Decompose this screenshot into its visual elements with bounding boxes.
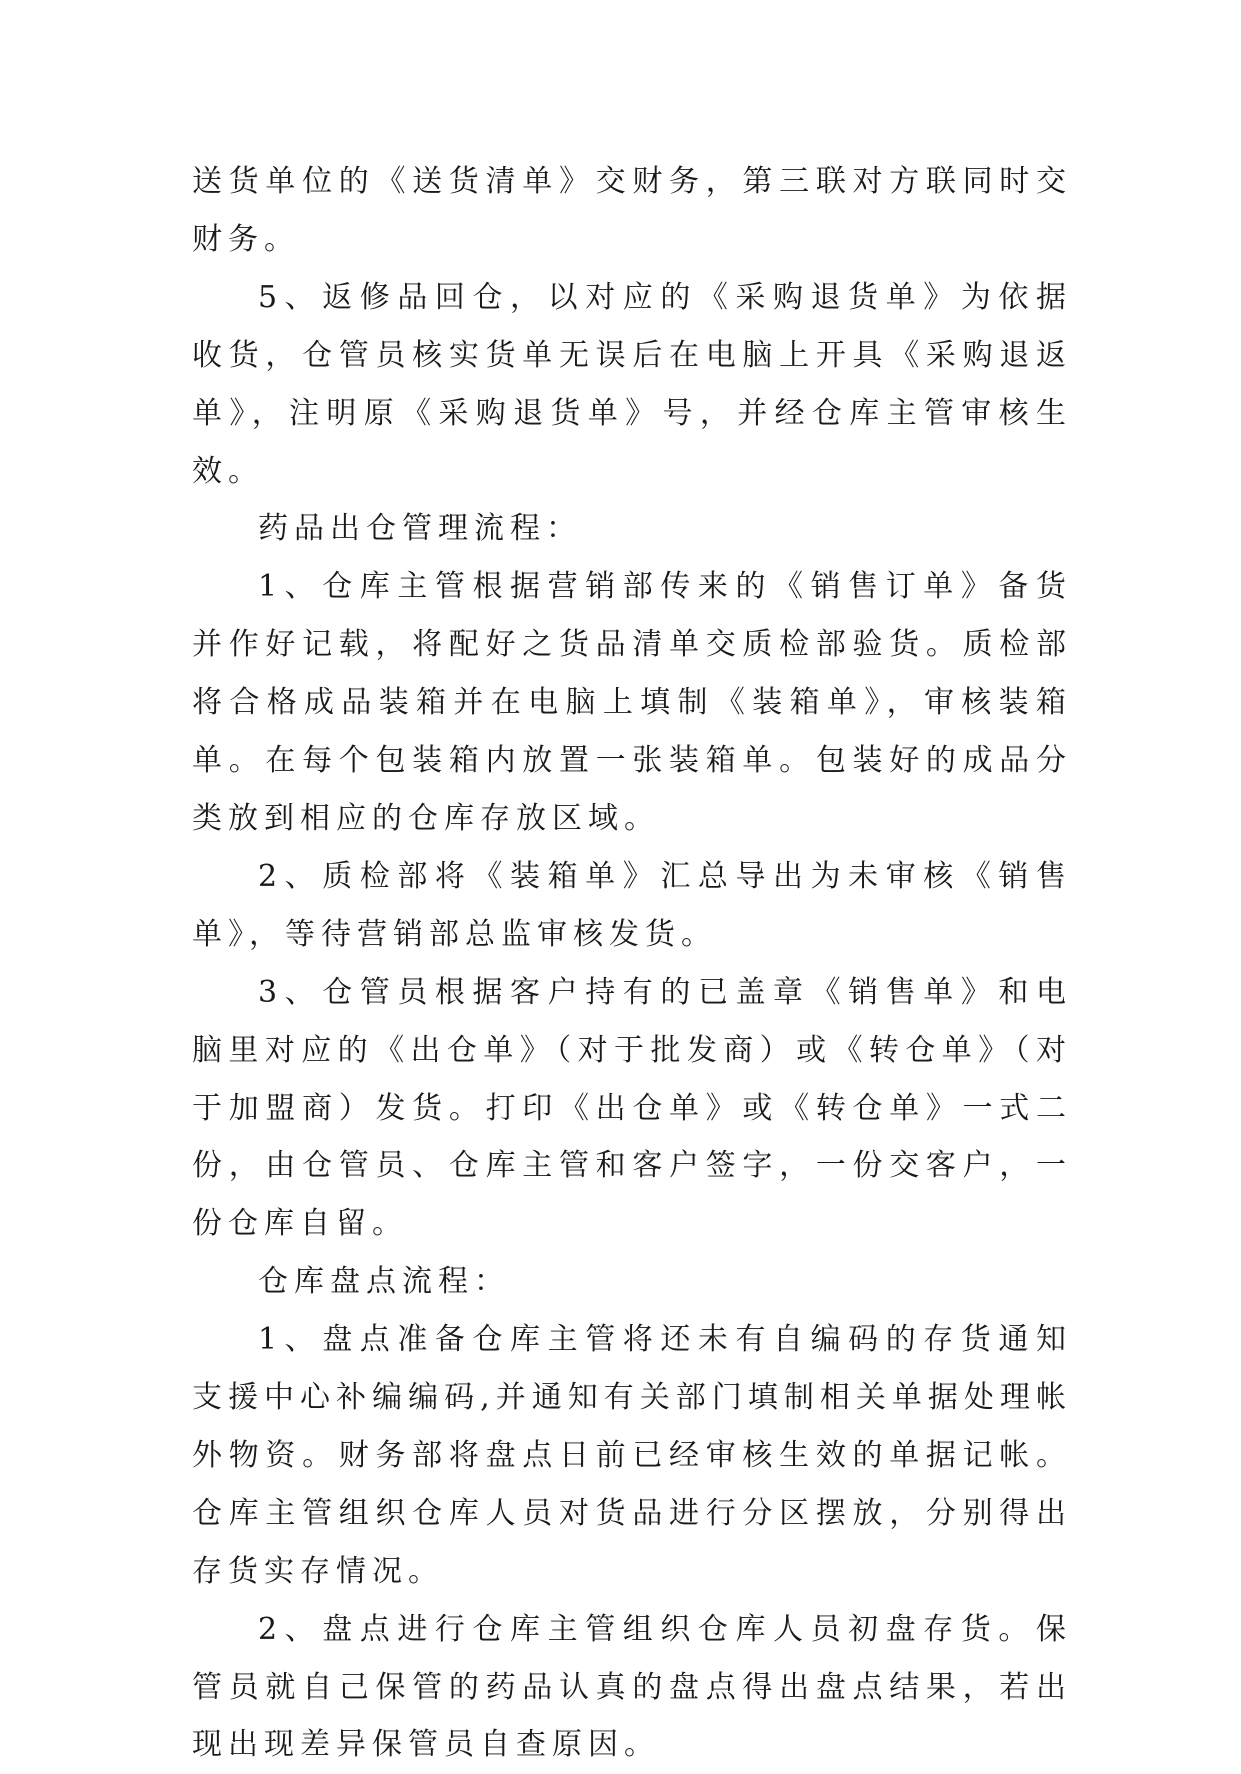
section-heading-outbound: 药品出仓管理流程： — [258, 511, 582, 547]
paragraph-4: 1、仓库主管根据营销部传来的《销售订单》备货并作好记载，将配好之货品清单交质检部验货。质检部将合格成品装箱并在电脑上填制《装箱单》，审核装箱单。在每个包装箱内放置一张装箱单。包装好的成品分类放到相应的仓库存放区域。 — [192, 569, 1072, 836]
paragraph-5: 2、质检部将《装箱单》汇总导出为未审核《销售单》，等待营销部总监审核发货。 — [192, 858, 1072, 952]
paragraph-6: 3、仓管员根据客户持有的已盖章《销售单》和电脑里对应的《出仓单》（对于批发商）或《转仓单》（对于加盟商）发货。打印《出仓单》或《转仓单》一式二份，由仓管员、仓库主管和客户签字，一份交客户，一份仓库自留。 — [192, 974, 1072, 1242]
section-heading-stocktake: 仓库盘点流程： — [258, 1264, 510, 1300]
document-body — [192, 153, 1072, 1774]
paragraph-2: 5、返修品回仓，以对应的《采购退货单》为依据收货，仓管员核实货单无误后在电脑上开具《采购退返单》，注明原《采购退货单》号，并经仓库主管审核生效。 — [192, 279, 1072, 489]
paragraph-8: 1、盘点准备仓库主管将还未有自编码的存货通知支援中心补编编码,并通知有关部门填制相关单据处理帐外物资。财务部将盘点日前已经审核生效的单据记帐。仓库主管组织仓库人员对货品进行分区摆放，分别得出存货实存情况。 — [192, 1322, 1072, 1589]
paragraph-1: 送货单位的《送货清单》交财务，第三联对方联同时交财务。 — [192, 164, 1072, 257]
paragraph-9: 2、盘点进行仓库主管组织仓库人员初盘存货。保管员就自己保管的药品认真的盘点得出盘点结果，若出现出现差异保管员自查原因。 — [192, 1611, 1072, 1763]
